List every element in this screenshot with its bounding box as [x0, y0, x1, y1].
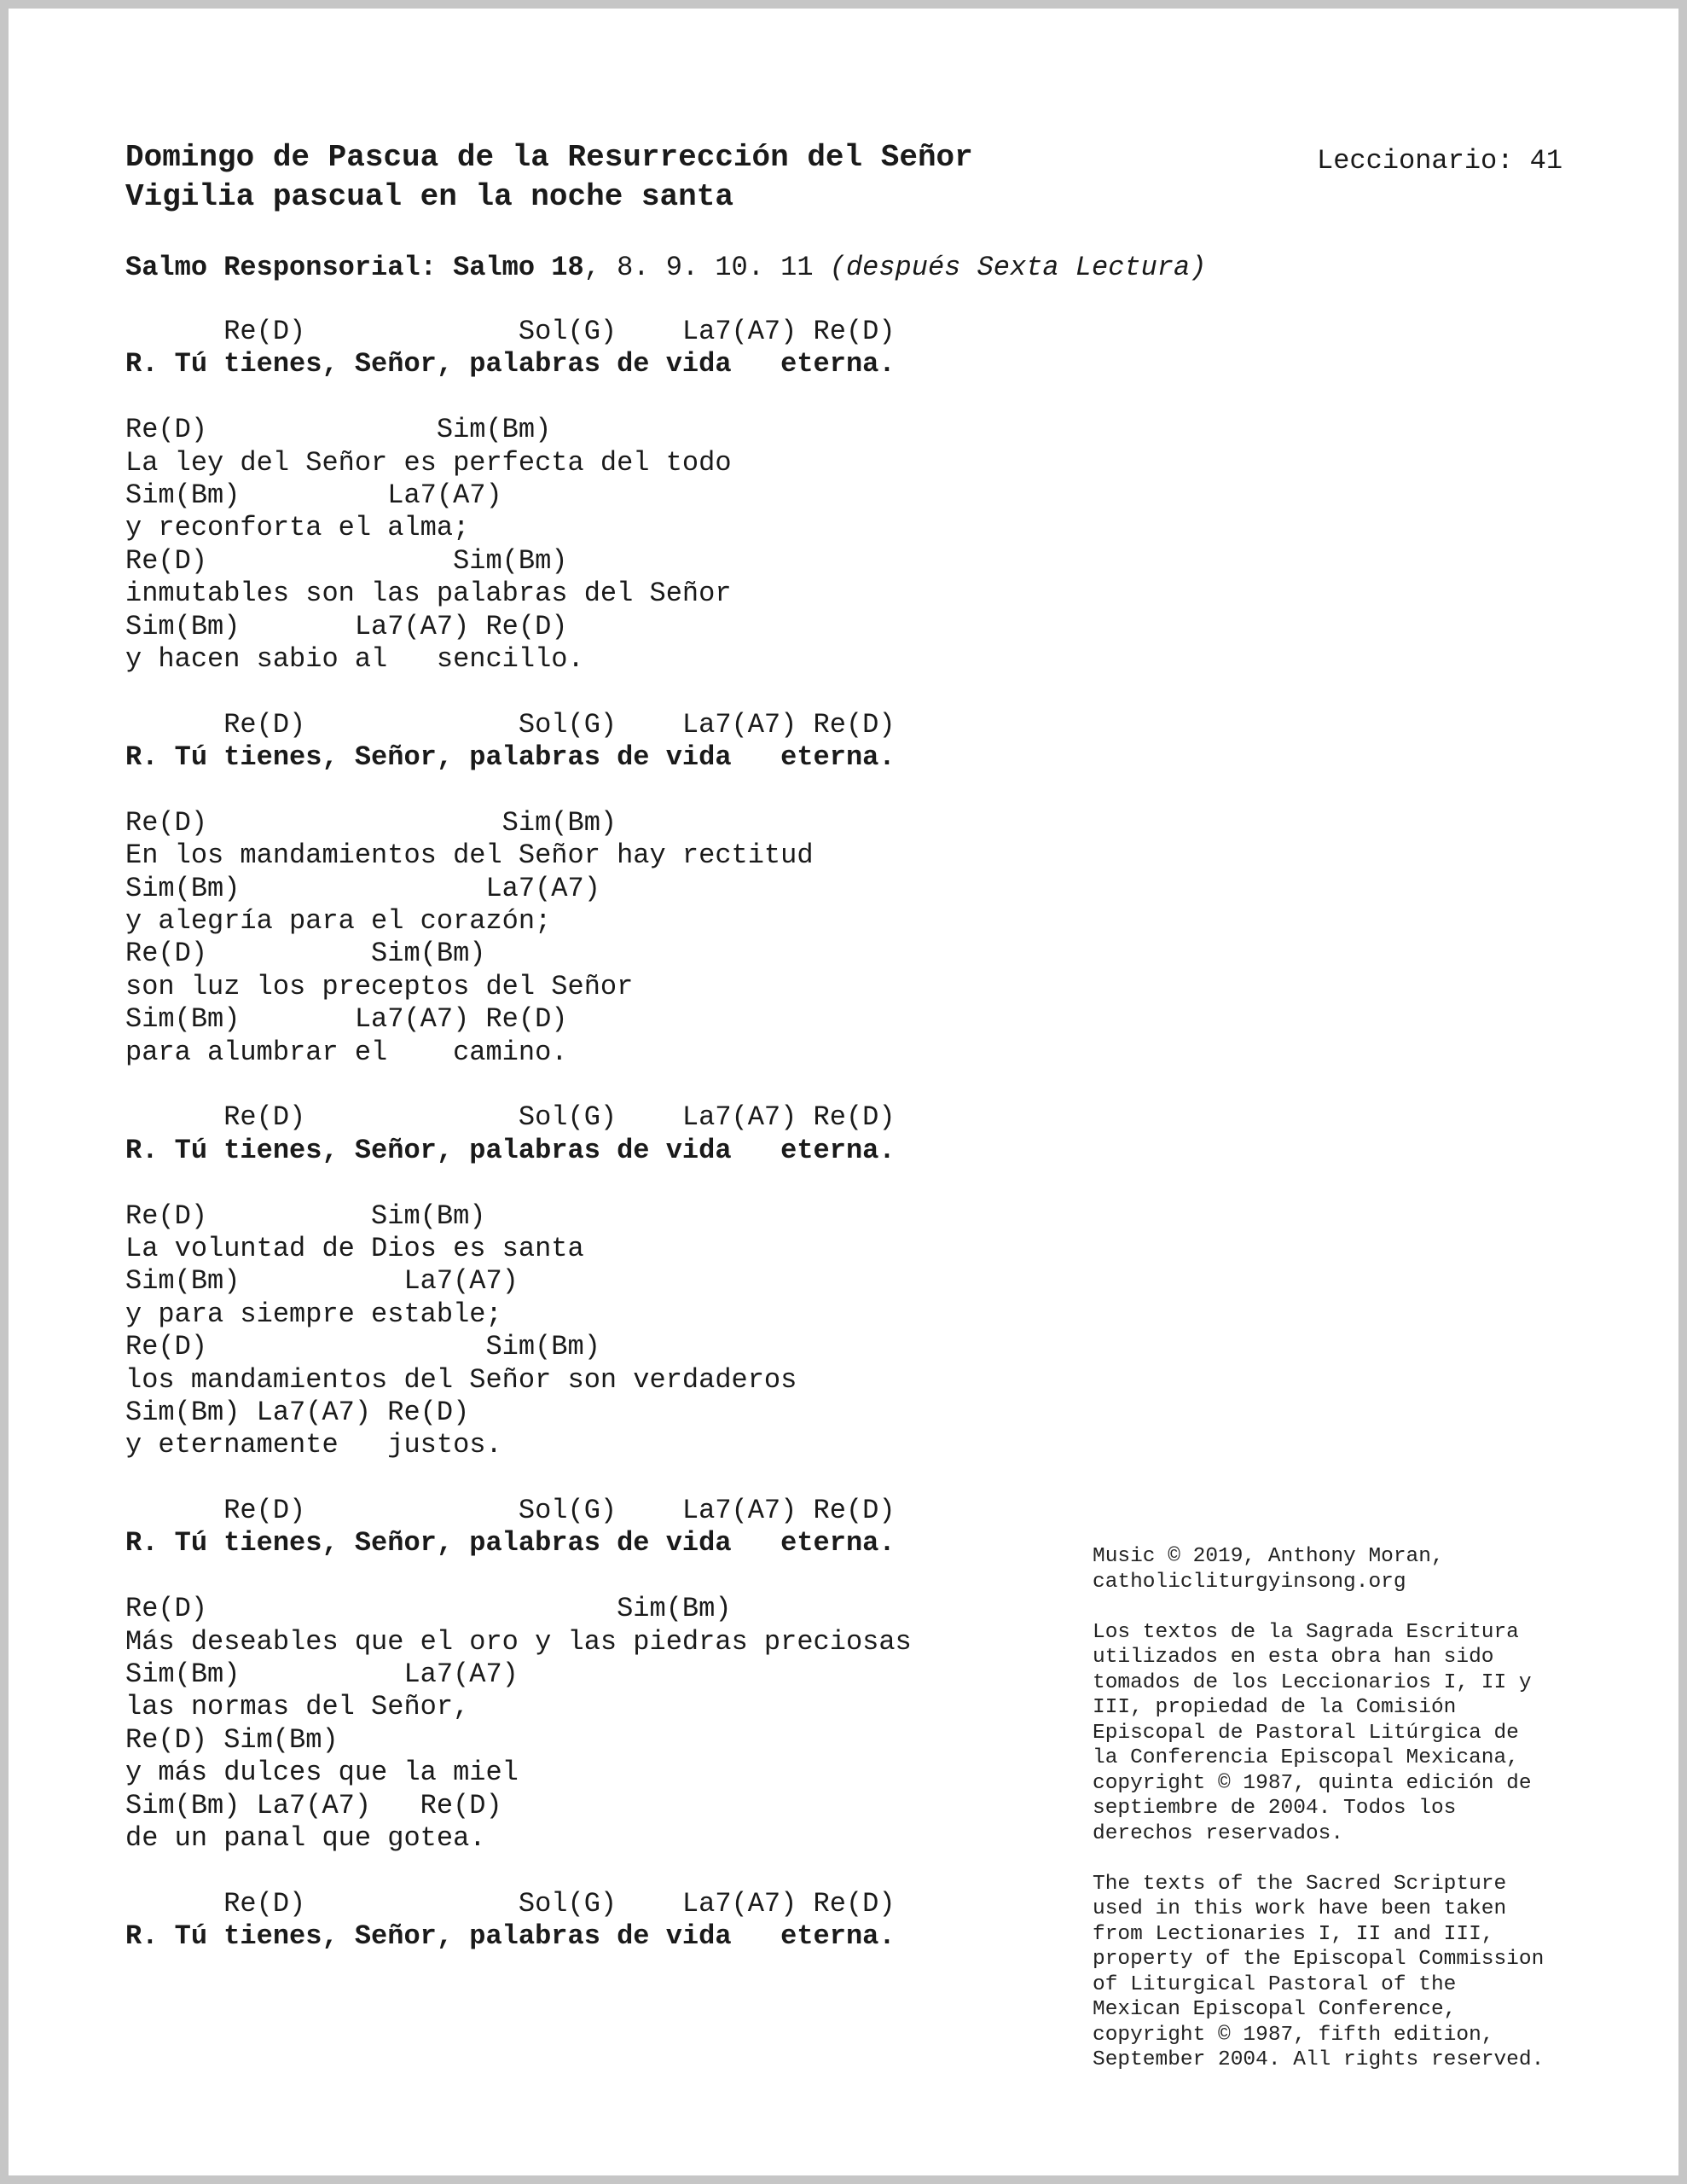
psalm-separator: , [583, 252, 600, 283]
chord-line: Sim(Bm) La7(A7) Re(D) [125, 1396, 470, 1428]
chord-line: Re(D) Sim(Bm) [125, 1723, 339, 1756]
footer-line: la Conferencia Episcopal Mexicana, [1093, 1746, 1519, 1769]
footer-line: Episcopal de Pastoral Litúrgica de [1093, 1721, 1519, 1745]
refrain-chords: Re(D) Sol(G) La7(A7) Re(D) [125, 708, 896, 741]
footer-line: III, propiedad de la Comisión [1093, 1696, 1457, 1719]
footer-line: septiembre de 2004. Todos los [1093, 1797, 1457, 1820]
spacer [125, 1560, 912, 1593]
copyright-notice [1093, 1544, 1621, 2098]
footer-line: property of the Episcopal Commission [1093, 1948, 1545, 1971]
lyric-line: La voluntad de Dios es santa [125, 1232, 584, 1264]
footer-line: of Liturgical Pastoral of the [1093, 1972, 1457, 1996]
chord-line: Sim(Bm) La7(A7) Re(D) [125, 1789, 502, 1821]
footer-line: from Lectionaries I, II and III, [1093, 1922, 1494, 1946]
footer-line: September 2004. All rights reserved. [1093, 2048, 1545, 2071]
footer-english [1093, 1872, 1621, 2073]
psalm-heading [125, 251, 1206, 285]
psalm-verses: 8. 9. 10. 11 [600, 252, 830, 283]
lyric-line: son luz los preceptos del Señor [125, 970, 634, 1002]
refrain-text: R. Tú tienes, Señor, palabras de vida eterna. [125, 741, 896, 774]
lyric-line: y reconforta el alma; [125, 512, 470, 544]
chord-line: Re(D) Sim(Bm) [125, 938, 486, 970]
lyric-line: y para siempre estable; [125, 1298, 502, 1330]
spacer [125, 1069, 912, 1101]
sheet-page [9, 9, 1678, 2175]
refrain-text: R. Tú tienes, Señor, palabras de vida eterna. [125, 348, 896, 380]
refrain-text: R. Tú tienes, Señor, palabras de vida eterna. [125, 1527, 896, 1560]
title-line-2: Vigilia pascual en la noche santa [125, 179, 733, 214]
footer-line: copyright © 1987, fifth edition, [1093, 2023, 1494, 2047]
psalm-note: (después Sexta Lectura) [829, 252, 1207, 283]
page-title [125, 138, 973, 217]
footer-line: catholicliturgyinsong.org [1093, 1570, 1406, 1594]
spacer [125, 381, 912, 414]
chord-line: Re(D) Sim(Bm) [125, 1593, 732, 1625]
refrain-chords: Re(D) Sol(G) La7(A7) Re(D) [125, 1495, 896, 1527]
chord-line: Re(D) Sim(Bm) [125, 1331, 600, 1363]
refrain-chords: Re(D) Sol(G) La7(A7) Re(D) [125, 1101, 896, 1134]
lyric-line: las normas del Señor, [125, 1691, 470, 1723]
lyric-line: de un panal que gotea. [125, 1821, 486, 1854]
footer-line: Music © 2019, Anthony Moran, [1093, 1545, 1444, 1568]
lyric-line: los mandamientos del Señor son verdaderos [125, 1363, 797, 1396]
footer-line: copyright © 1987, quinta edición de [1093, 1771, 1532, 1795]
lyric-line: La ley del Señor es perfecta del todo [125, 446, 732, 479]
chord-line: Re(D) Sim(Bm) [125, 544, 568, 577]
chord-line: Sim(Bm) La7(A7) [125, 872, 600, 904]
footer-line: utilizados en esta obra han sido [1093, 1646, 1494, 1669]
footer-line: derechos reservados. [1093, 1821, 1344, 1845]
lyric-line: Más deseables que el oro y las piedras preciosas [125, 1625, 912, 1658]
refrain-chords: Re(D) Sol(G) La7(A7) Re(D) [125, 316, 896, 347]
footer-line: The texts of the Sacred Scripture [1093, 1872, 1507, 1896]
chord-line: Re(D) Sim(Bm) [125, 1199, 486, 1232]
lyric-line: y hacen sabio al sencillo. [125, 642, 584, 675]
lyric-line: para alumbrar el camino. [125, 1036, 568, 1068]
lyric-line: y alegría para el corazón; [125, 905, 552, 938]
chord-line: Sim(Bm) La7(A7) Re(D) [125, 610, 568, 642]
footer-music [1093, 1544, 1621, 1594]
chord-line: Sim(Bm) La7(A7) Re(D) [125, 1003, 568, 1036]
chord-line: Re(D) Sim(Bm) [125, 414, 552, 446]
title-line-1: Domingo de Pascua de la Resurrección del Señor [125, 140, 973, 175]
lyric-line: En los mandamientos del Señor hay rectitud [125, 839, 814, 872]
spacer [125, 1167, 912, 1199]
chord-line: Re(D) Sim(Bm) [125, 806, 617, 839]
lyric-line: y eternamente justos. [125, 1429, 502, 1461]
refrain-text: R. Tú tienes, Señor, palabras de vida eterna. [125, 1134, 896, 1166]
lyric-line: inmutables son las palabras del Señor [125, 578, 732, 610]
refrain-chords: Re(D) Sol(G) La7(A7) Re(D) [125, 1887, 896, 1920]
chord-line: Sim(Bm) La7(A7) [125, 479, 502, 511]
footer-line: used in this work have been taken [1093, 1897, 1507, 1920]
footer-line: Los textos de la Sagrada Escritura [1093, 1620, 1519, 1644]
chord-line: Sim(Bm) La7(A7) [125, 1658, 519, 1691]
footer-spanish [1093, 1620, 1621, 1847]
lyric-line: y más dulces que la miel [125, 1757, 519, 1789]
song-body [125, 316, 912, 1954]
spacer [125, 676, 912, 708]
spacer [125, 1855, 912, 1887]
spacer [125, 774, 912, 806]
psalm-name: Salmo 18 [453, 252, 584, 283]
footer-line: tomados de los Leccionarios I, II y [1093, 1670, 1532, 1694]
spacer [125, 1462, 912, 1495]
psalm-label: Salmo Responsorial: [125, 252, 437, 283]
footer-line: Mexican Episcopal Conference, [1093, 1998, 1457, 2021]
chord-line: Sim(Bm) La7(A7) [125, 1265, 519, 1298]
refrain-text: R. Tú tienes, Señor, palabras de vida eterna. [125, 1920, 896, 1953]
leccionario-number: Leccionario: 41 [1317, 145, 1563, 177]
